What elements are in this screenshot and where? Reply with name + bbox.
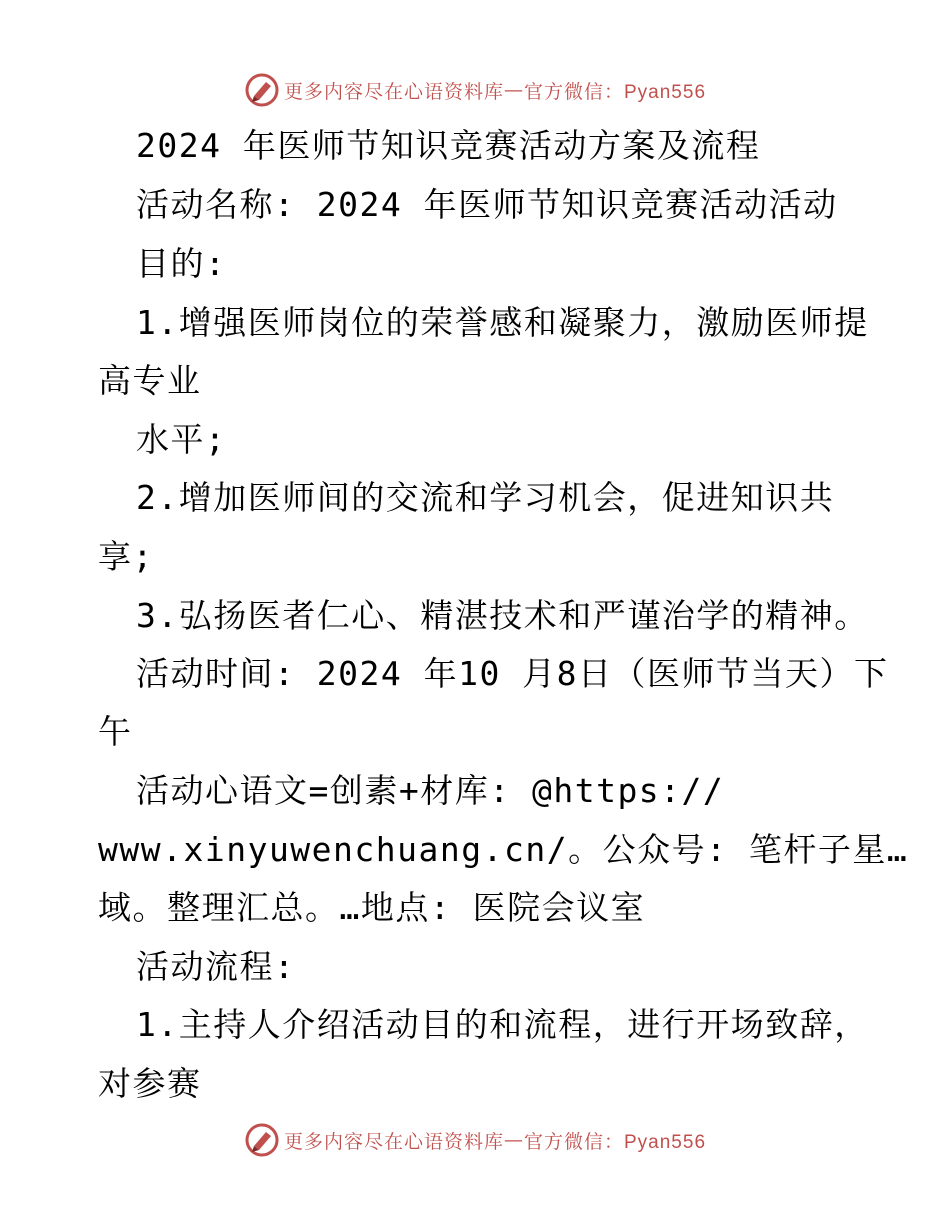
doc-line: 域。整理汇总。…地点: 医院会议室 xyxy=(98,888,646,927)
doc-line: 活动流程: xyxy=(136,947,296,986)
doc-line: www.xinyuwenchuang.cn/。公众号: 笔杆子星… xyxy=(98,830,909,869)
footer-watermark-banner xyxy=(0,1120,950,1160)
banner-dash: — xyxy=(504,79,524,101)
banner-wechat-text: 官方微信：Pyan556 xyxy=(524,81,707,103)
doc-line: 活动时间: 2024 年10 月8日（医师节当天）下 xyxy=(136,654,889,693)
doc-line: 2.增加医师间的交流和学习机会，促进知识共 xyxy=(136,478,835,517)
doc-line: 享; xyxy=(98,537,154,576)
pen-logo-icon xyxy=(244,72,280,108)
document-title: 2024 年医师节知识竞赛活动方案及流程 xyxy=(136,126,761,165)
header-watermark-banner xyxy=(0,70,950,110)
banner-dash: — xyxy=(504,1129,524,1151)
doc-line: 1.主持人介绍活动目的和流程，进行开场致辞， xyxy=(136,1005,869,1044)
pen-logo-icon xyxy=(244,1122,280,1158)
doc-line: 高专业 xyxy=(98,361,202,400)
banner-site-text: 更多内容尽在心语资料库 xyxy=(283,1130,504,1153)
doc-line: 活动心语文=创素+材库: @https:// xyxy=(136,771,725,810)
doc-line: 午 xyxy=(98,712,133,751)
banner-wechat-text: 官方微信：Pyan556 xyxy=(524,1131,707,1153)
doc-line: 3.弘扬医者仁心、精湛技术和严谨治学的精神。 xyxy=(136,596,869,635)
doc-line: 水平; xyxy=(136,420,227,459)
banner-site-text: 更多内容尽在心语资料库 xyxy=(283,80,504,103)
doc-line: 活动名称: 2024 年医师节知识竞赛活动活动 xyxy=(136,185,838,224)
doc-line: 目的: xyxy=(136,244,227,283)
doc-line: 对参赛 xyxy=(98,1064,202,1103)
doc-line: 1.增强医师岗位的荣誉感和凝聚力，激励医师提 xyxy=(136,303,869,342)
